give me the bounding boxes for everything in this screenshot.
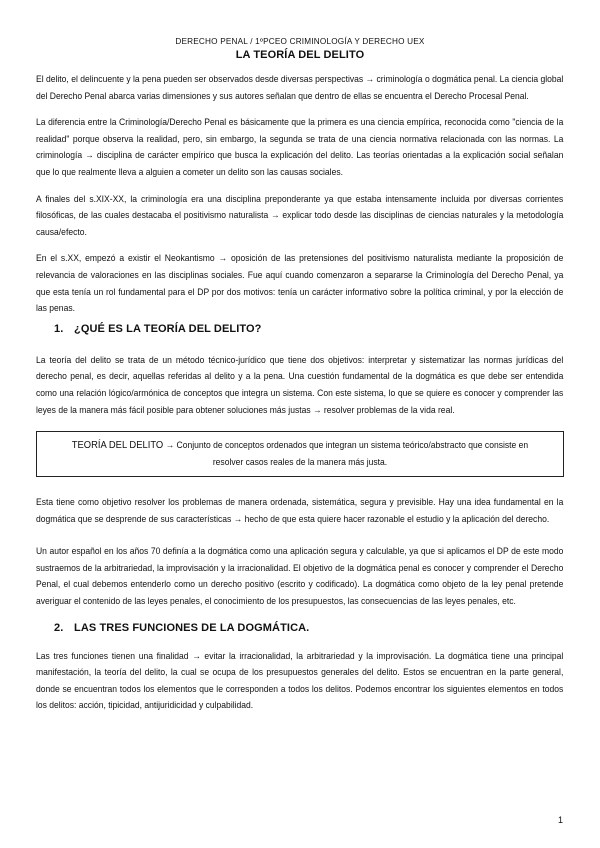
definition-box	[36, 431, 564, 477]
page-number: 1	[558, 815, 564, 825]
definition-text: → Conjunto de conceptos ordenados que integran un sistema teórico/abstracto que consiste en resolver casos reales de la manera más justa.	[163, 440, 529, 468]
section-heading-2	[36, 622, 564, 634]
section-title: ¿QUÉ ES LA TEORÍA DEL DELITO?	[74, 322, 262, 335]
paragraph: Esta tiene como objetivo resolver los problemas de manera ordenada, sistemática, segura y previsible. Hay una idea fundamental en la dogmática que se desprende de sus características → hecho de que esta quiere hacer razonable el estudio y la aplicación del derecho.	[36, 497, 564, 524]
paragraph: A finales del s.XIX-XX, la criminología era una disciplina preponderante ya que estaba intensamente incluida por diversas corrientes filosóficas, de las cuales destacaba el positivismo naturalista → explicar todo desde las disciplinas de ciencias naturales y la metodología causa/efecto.	[36, 193, 564, 237]
definition-term: TEORÍA DEL DELITO	[71, 440, 164, 452]
paragraph: El delito, el delincuente y la pena pueden ser observados desde diversas perspectivas → criminología o dogmática penal. La ciencia global del Derecho Penal abarca varias dimensiones y sus autores señalan que dentro de ellas se encuentra el Derecho Procesal Penal.	[36, 74, 564, 101]
paragraph: En el s.XX, empezó a existir el Neokantismo → oposición de las pretensiones del positivismo naturalista mediante la proposición de relevancia de valoraciones en las disciplinas sociales. Fue aquí cuando comenzaron a separarse la Criminología del Derecho Penal, ya que esta tenía un rol fundamental para el DP por dos motivos: tenía un carácter informativo sobre la política criminal, y por la elección de las penas.	[36, 253, 564, 314]
section-number: 1.	[54, 322, 64, 335]
section-title: LAS TRES FUNCIONES DE LA DOGMÁTICA.	[74, 621, 310, 634]
document-header: DERECHO PENAL / 1ºPCEO CRIMINOLOGÍA Y DERECHO UEX	[175, 37, 425, 46]
paragraph: Las tres funciones tienen una finalidad → evitar la irracionalidad, la arbitrariedad y la improvisación. La dogmática tiene una principal manifestación, la teoría del delito, la cual se ocupa de los presupuestos generales del delito. Estos se encuentran en la parte general, donde se encuentran todos los elementos que le corresponden a todos los delitos. Podemos encontrar los siguientes elementos en todos los delitos: acción, tipicidad, antijuridicidad y culpabilidad.	[36, 650, 564, 711]
document-title: LA TEORÍA DEL DELITO	[235, 49, 365, 61]
paragraph: La diferencia entre la Criminología/Derecho Penal es básicamente que la primera es una ciencia empírica, reconocida como "ciencia de la realidad" porque observa la realidad, pero, sin embargo, la segunda se trata de una ciencia normativa relacionada con las normas. La criminología → disciplina de carácter empírico que busca la explicación del delito. Las teorías orientadas a la explicación social señalan que lo que realmente lleva a alguien a cometer un delito son las causas sociales.	[36, 117, 564, 177]
document-page	[36, 30, 564, 724]
paragraph: Un autor español en los años 70 definía a la dogmática como una aplicación segura y calculable, ya que si aplicamos el DP de este modo sustraemos de la arbitrariedad, la improvisación y la irracionalidad. El objetivo de la dogmática penal es conocer y comprender el Derecho Penal, el cual debemos entenderlo como un derecho positivo (escrito y codificado). La dogmática como objeto de la ley penal pretende averiguar el contenido de las leyes penales, el conocimiento de los presupuestos, las consecuencias de las leyes penales, etc.	[36, 546, 564, 607]
paragraph: La teoría del delito se trata de un método técnico-jurídico que tiene dos objetivos: interpretar y sistematizar las normas jurídicas del derecho penal, es decir, aquellas referidas al delito y a la pena. Una cuestión fundamental de la dogmática es que debe ser entendida como una relación lógico/armónica de conceptos que integra un sistema. Con este sistema, lo que se quiere es conocer y comprender las leyes de la manera más fácil posible para obtener soluciones más justas → resolver problemas de la vida real.	[36, 354, 564, 415]
section-heading-1	[36, 323, 564, 335]
section-number: 2.	[54, 621, 64, 634]
